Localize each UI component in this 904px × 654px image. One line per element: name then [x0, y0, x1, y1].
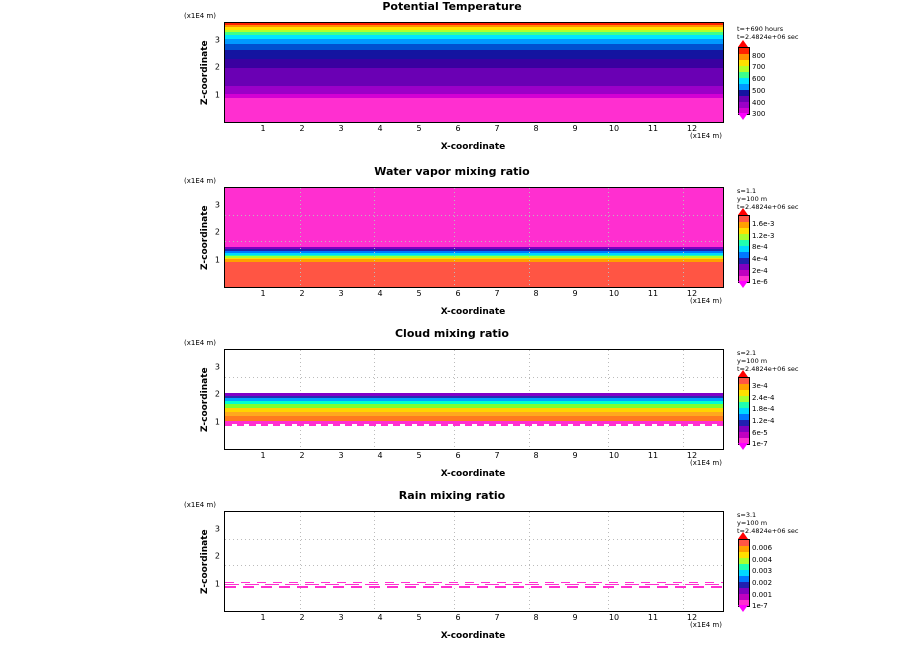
colorbar-tick-label: 0.002 — [752, 579, 773, 587]
colorbar-tick-label: 0.003 — [752, 567, 773, 575]
y-tick-label: 2 — [214, 227, 220, 237]
x-tick-label: 11 — [647, 289, 659, 298]
x-tick-label: 6 — [455, 613, 461, 622]
grid-line — [225, 565, 723, 566]
x-tick-label: 8 — [533, 613, 539, 622]
contour-noise — [225, 584, 723, 586]
plot-frame-3 — [224, 349, 724, 450]
y-unit-2: (x1E4 m) — [184, 177, 216, 185]
x-axis-label-1: X-coordinate — [440, 142, 506, 152]
x-tick-label: 8 — [533, 124, 539, 133]
colorbar-under-arrow-3 — [738, 443, 748, 450]
panel-water-vapor — [0, 162, 904, 324]
x-tick-label: 1 — [260, 289, 266, 298]
panel-rain-mixing-ratio — [0, 486, 904, 654]
x-tick-label: 5 — [416, 124, 422, 133]
y-axis-label-1: Z-coordinate — [200, 40, 210, 105]
x-tick-label: 10 — [608, 451, 620, 460]
x-tick-label: 2 — [299, 451, 305, 460]
y-tick-label: 2 — [214, 62, 220, 72]
grid-line — [608, 512, 609, 611]
x-tick-label: 11 — [647, 124, 659, 133]
grid-line — [225, 241, 723, 242]
grid-line — [225, 215, 723, 216]
grid-line — [529, 512, 530, 611]
x-tick-label: 5 — [416, 451, 422, 460]
colorbar-tick-label: 2.4e-4 — [752, 394, 775, 402]
x-unit-2: (x1E4 m) — [690, 297, 722, 305]
x-tick-label: 9 — [572, 451, 578, 460]
colorbar-tick-label: 6e-5 — [752, 429, 768, 437]
colorbar-tick-label: 400 — [752, 99, 766, 107]
x-tick-label: 1 — [260, 451, 266, 460]
colorbar-tick-label: 0.004 — [752, 556, 773, 564]
colorbar-over-arrow-1 — [738, 40, 748, 47]
x-axis-label-4: X-coordinate — [440, 631, 506, 641]
x-tick-label: 10 — [608, 289, 620, 298]
y-axis-label-3: Z-coordinate — [200, 367, 210, 432]
contour-band — [225, 23, 723, 25]
x-tick-label: 7 — [494, 613, 500, 622]
annotation-3a: s=2.1 — [737, 349, 757, 357]
colorbar-over-arrow-3 — [738, 370, 748, 377]
contour-band — [225, 68, 723, 86]
y-unit-1: (x1E4 m) — [184, 12, 216, 20]
contour-band — [225, 94, 723, 98]
chart-title-4: Rain mixing ratio — [398, 489, 506, 502]
colorbar-2 — [738, 215, 750, 283]
grid-line — [225, 377, 723, 378]
grid-line — [374, 188, 375, 287]
contour-band — [225, 44, 723, 50]
x-tick-label: 11 — [647, 613, 659, 622]
y-tick-label: 3 — [214, 200, 220, 209]
colorbar-tick-label: 600 — [752, 75, 766, 83]
x-tick-label: 2 — [299, 124, 305, 133]
x-tick-label: 1 — [260, 124, 266, 133]
contour-band — [225, 25, 723, 27]
x-tick-label: 12 — [686, 613, 698, 622]
chart-title-1: Potential Temperature — [382, 0, 522, 13]
x-tick-label: 3 — [338, 613, 344, 622]
contour-band — [225, 50, 723, 59]
colorbar-over-arrow-2 — [738, 208, 748, 215]
colorbar-tick-label: 0.001 — [752, 591, 773, 599]
contour-noise — [225, 424, 723, 425]
y-tick-label: 1 — [214, 579, 220, 588]
y-tick-label: 3 — [214, 524, 220, 533]
grid-line — [300, 188, 301, 287]
contour-band — [225, 39, 723, 44]
x-tick-label: 5 — [416, 289, 422, 298]
grid-line — [300, 512, 301, 611]
x-tick-label: 8 — [533, 451, 539, 460]
annotation-2b: y=100 m — [737, 195, 768, 203]
y-axis-label-2: Z-coordinate — [200, 205, 210, 270]
grid-line — [454, 188, 455, 287]
x-tick-label: 2 — [299, 613, 305, 622]
colorbar-tick-label: 2e-4 — [752, 267, 768, 275]
x-tick-label: 2 — [299, 289, 305, 298]
x-tick-label: 4 — [377, 289, 383, 298]
contour-noise — [225, 586, 723, 587]
colorbar-tick-label: 1e-7 — [752, 602, 768, 610]
colorbar-tick-label: 800 — [752, 52, 766, 60]
grid-line — [683, 188, 684, 287]
grid-line — [225, 539, 723, 540]
colorbar-tick-label: 1.2e-3 — [752, 232, 775, 240]
y-unit-3: (x1E4 m) — [184, 339, 216, 347]
y-tick-label: 1 — [214, 417, 220, 426]
plot-frame-1 — [224, 22, 724, 123]
colorbar-3 — [738, 377, 750, 445]
x-unit-1: (x1E4 m) — [690, 132, 722, 140]
y-axis-label-4: Z-coordinate — [200, 529, 210, 594]
annotation-3b: y=100 m — [737, 357, 768, 365]
colorbar-tick-label: 300 — [752, 110, 766, 118]
colorbar-tick-label: 700 — [752, 63, 766, 71]
x-tick-label: 5 — [416, 613, 422, 622]
colorbar-tick-label: 1.2e-4 — [752, 417, 775, 425]
annotation-4c: t=2.4824e+06 sec — [737, 527, 799, 535]
colorbar-1 — [738, 47, 750, 115]
colorbar-4 — [738, 539, 750, 607]
y-tick-label: 3 — [214, 35, 220, 44]
x-tick-label: 7 — [494, 124, 500, 133]
x-axis-label-3: X-coordinate — [440, 469, 506, 479]
contour-band — [225, 27, 723, 30]
chart-title-3: Cloud mixing ratio — [394, 327, 509, 340]
x-tick-label: 9 — [572, 124, 578, 133]
x-tick-label: 4 — [377, 124, 383, 133]
colorbar-tick-label: 1.6e-3 — [752, 220, 775, 228]
x-tick-label: 12 — [686, 124, 698, 133]
x-tick-label: 1 — [260, 613, 266, 622]
grid-line — [608, 188, 609, 287]
colorbar-tick-label: 3e-4 — [752, 382, 768, 390]
grid-line — [374, 512, 375, 611]
x-tick-label: 3 — [338, 289, 344, 298]
annotation-1a: t=+690 hours — [737, 25, 784, 33]
y-tick-label: 1 — [214, 90, 220, 99]
y-unit-4: (x1E4 m) — [184, 501, 216, 509]
x-tick-label: 7 — [494, 289, 500, 298]
colorbar-tick-label: 8e-4 — [752, 243, 768, 251]
annotation-2c: t=2.4824e+06 sec — [737, 203, 799, 211]
x-tick-label: 9 — [572, 613, 578, 622]
colorbar-over-arrow-4 — [738, 532, 748, 539]
x-tick-label: 12 — [686, 451, 698, 460]
contour-band — [225, 30, 723, 33]
colorbar-tick-label: 500 — [752, 87, 766, 95]
y-tick-label: 3 — [214, 362, 220, 371]
colorbar-tick-label: 1.8e-4 — [752, 405, 775, 413]
contour-noise — [225, 582, 723, 583]
x-tick-label: 6 — [455, 124, 461, 133]
contour-band — [225, 98, 723, 122]
x-unit-3: (x1E4 m) — [690, 459, 722, 467]
x-tick-label: 9 — [572, 289, 578, 298]
x-tick-label: 3 — [338, 124, 344, 133]
contour-band — [225, 32, 723, 35]
x-tick-label: 6 — [455, 451, 461, 460]
grid-line — [683, 512, 684, 611]
panel-cloud-mixing-ratio — [0, 324, 904, 486]
x-tick-label: 4 — [377, 451, 383, 460]
annotation-3c: t=2.4824e+06 sec — [737, 365, 799, 373]
colorbar-under-arrow-2 — [738, 281, 748, 288]
contour-band — [225, 86, 723, 94]
x-tick-label: 10 — [608, 124, 620, 133]
y-tick-label: 2 — [214, 389, 220, 399]
annotation-4b: y=100 m — [737, 519, 768, 527]
x-tick-label: 4 — [377, 613, 383, 622]
colorbar-under-arrow-4 — [738, 605, 748, 612]
colorbar-tick-label: 4e-4 — [752, 255, 768, 263]
colorbar-tick-label: 0.006 — [752, 544, 773, 552]
x-tick-label: 8 — [533, 289, 539, 298]
x-tick-label: 3 — [338, 451, 344, 460]
x-tick-label: 12 — [686, 289, 698, 298]
x-tick-label: 10 — [608, 613, 620, 622]
colorbar-under-arrow-1 — [738, 113, 748, 120]
plot-frame-4 — [224, 511, 724, 612]
x-tick-label: 11 — [647, 451, 659, 460]
chart-title-2: Water vapor mixing ratio — [374, 165, 530, 178]
x-unit-4: (x1E4 m) — [690, 621, 722, 629]
annotation-2a: s=1.1 — [737, 187, 757, 195]
plot-frame-2 — [224, 187, 724, 288]
x-axis-label-2: X-coordinate — [440, 307, 506, 317]
contour-band — [225, 59, 723, 68]
annotation-1b: t=2.4824e+06 sec — [737, 33, 799, 41]
colorbar-tick-label: 1e-7 — [752, 440, 768, 448]
x-tick-label: 7 — [494, 451, 500, 460]
colorbar-tick-label: 1e-6 — [752, 278, 768, 286]
contour-band — [225, 35, 723, 39]
panel-potential-temperature — [0, 0, 904, 160]
annotation-4a: s=3.1 — [737, 511, 757, 519]
y-tick-label: 1 — [214, 255, 220, 264]
x-tick-label: 6 — [455, 289, 461, 298]
grid-line — [454, 512, 455, 611]
grid-line — [529, 188, 530, 287]
y-tick-label: 2 — [214, 551, 220, 561]
